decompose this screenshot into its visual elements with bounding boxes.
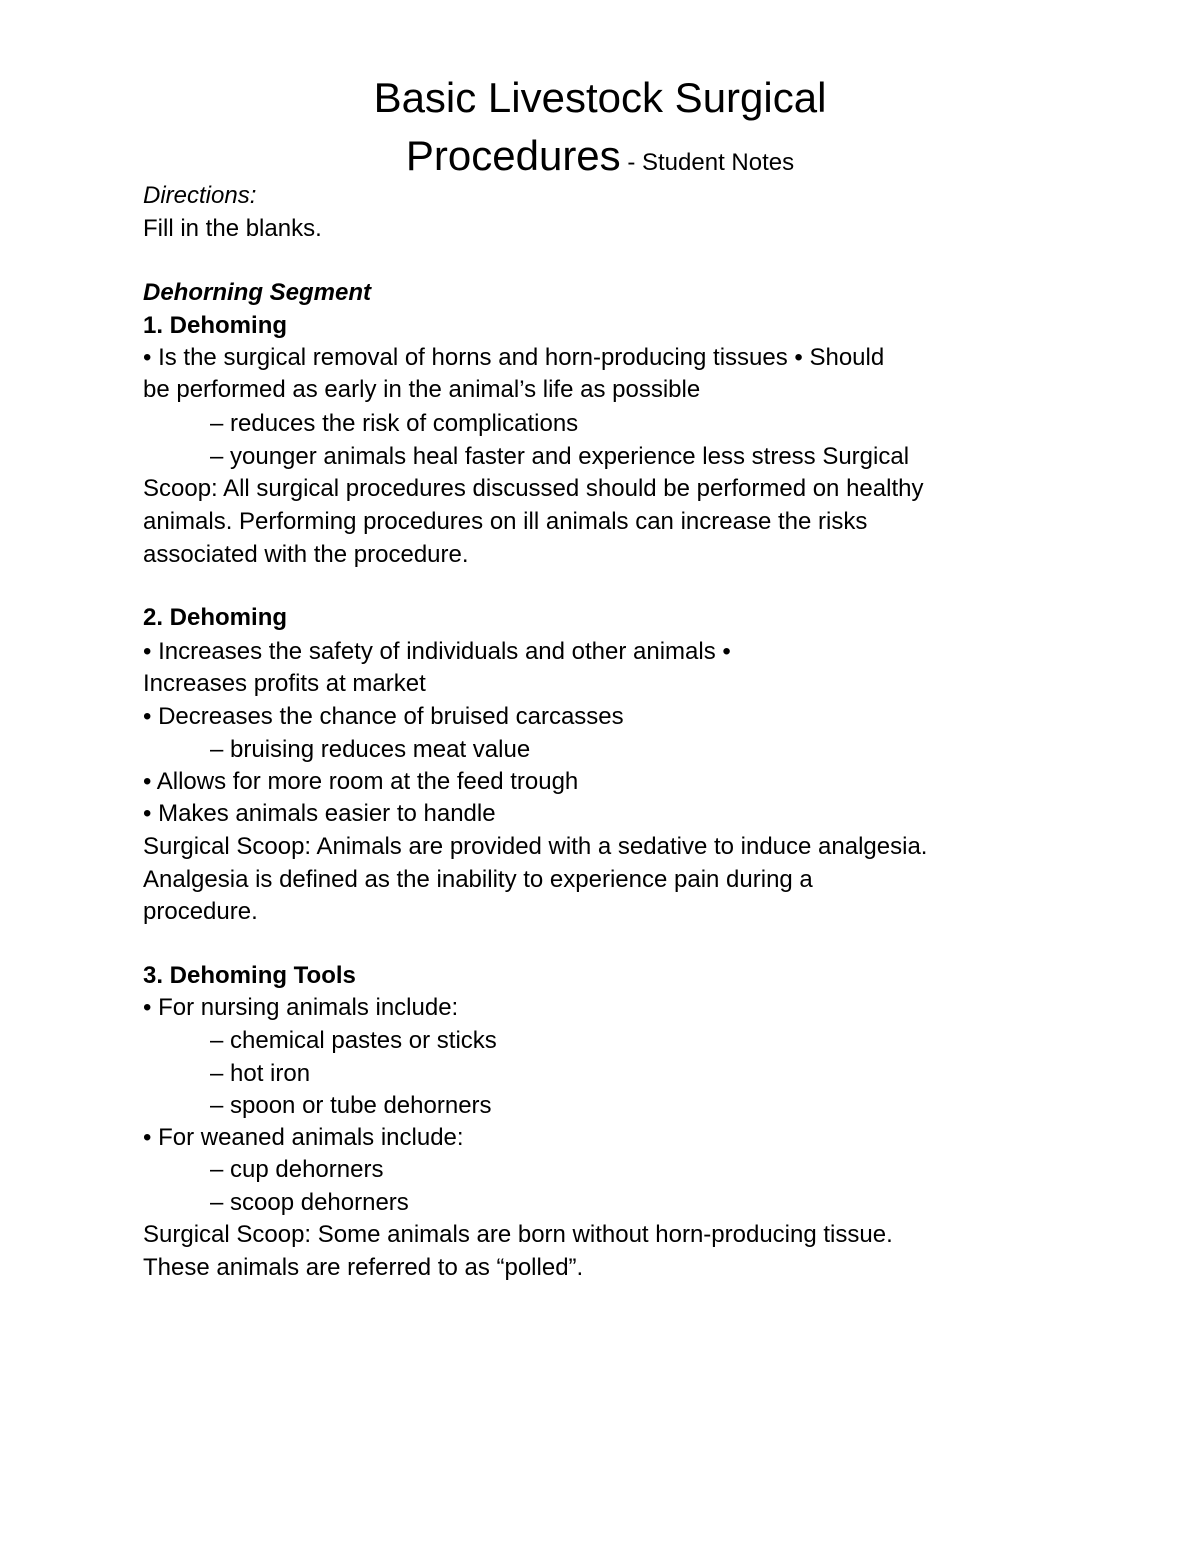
page-title-continued (0, 132, 1200, 187)
section-1-line: animals. Performing procedures on ill animals can increase the risks (143, 508, 868, 535)
directions-label: Directions: (143, 182, 257, 209)
title-line-2: Procedures (405, 132, 621, 179)
section-1-subline: – reduces the risk of complications (210, 410, 579, 437)
section-3-subline: – cup dehorners (210, 1156, 384, 1183)
section-3-subline: – chemical pastes or sticks (210, 1027, 497, 1054)
section-3-heading: 3. Dehoming Tools (143, 962, 356, 989)
section-3-line: • For nursing animals include: (143, 994, 459, 1021)
section-3-subline: – hot iron (210, 1060, 311, 1087)
section-3-line: These animals are referred to as “polled”. (143, 1254, 584, 1281)
directions-text: Fill in the blanks. (143, 215, 322, 242)
section-2-line: • Allows for more room at the feed trough (143, 768, 579, 795)
section-2-line: • Makes animals easier to handle (143, 800, 496, 827)
section-3-line: Surgical Scoop: Some animals are born without horn-producing tissue. (143, 1221, 893, 1248)
section-1-line: associated with the procedure. (143, 541, 469, 568)
title-line-1: Basic Livestock Surgical (373, 74, 827, 121)
page-title (0, 74, 1200, 122)
section-3-subline: – scoop dehorners (210, 1189, 409, 1216)
section-3-subline: – spoon or tube dehorners (210, 1092, 492, 1119)
section-1-heading: 1. Dehoming (143, 312, 288, 339)
section-3-line: • For weaned animals include: (143, 1124, 464, 1151)
section-2-heading: 2. Dehoming (143, 604, 288, 631)
section-2-subline: – bruising reduces meat value (210, 736, 531, 763)
section-1-subline: – younger animals heal faster and experience less stress Surgical (210, 443, 910, 470)
section-2-line: Increases profits at market (143, 670, 426, 697)
section-2-line: • Increases the safety of individuals and other animals • (143, 638, 731, 665)
section-1-line: Scoop: All surgical procedures discussed should be performed on healthy (143, 475, 924, 502)
section-2-line: Analgesia is defined as the inability to experience pain during a (143, 866, 813, 893)
segment-title: Dehorning Segment (143, 279, 372, 306)
section-2-line: procedure. (143, 898, 258, 925)
section-2-line: Surgical Scoop: Animals are provided with a sedative to induce analgesia. (143, 833, 928, 860)
section-2-line: • Decreases the chance of bruised carcasses (143, 703, 624, 730)
section-1-line: be performed as early in the animal’s life as possible (143, 376, 701, 403)
title-subtitle: - Student Notes (620, 149, 795, 176)
section-1-line: • Is the surgical removal of horns and horn-producing tissues • Should (143, 344, 885, 371)
